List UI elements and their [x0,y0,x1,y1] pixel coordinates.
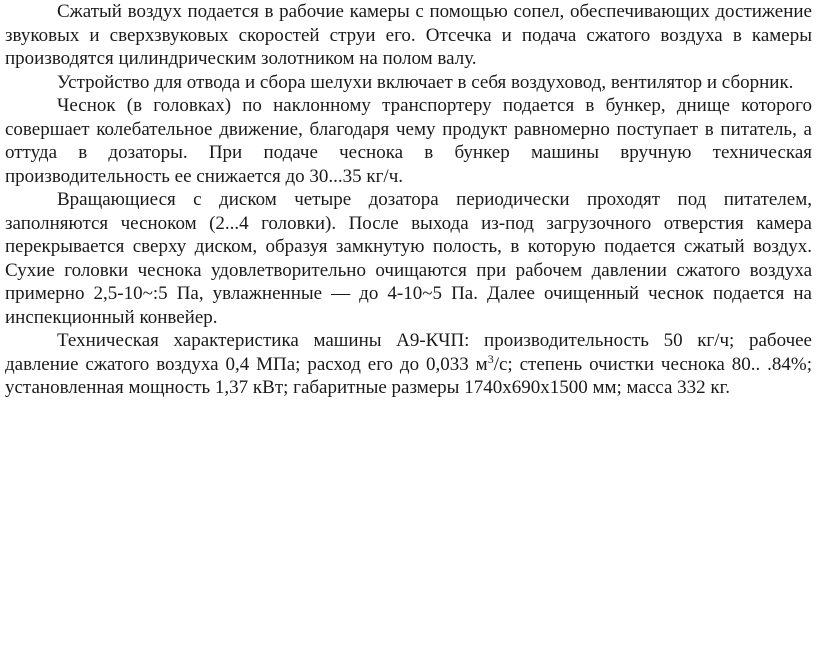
paragraph-dosers: Вращающиеся с диском четыре дозатора периодически проходят под питателем, заполняются чесноком (2...4 головки). После выхода из-под загрузочного отверстия камера перекрывается сверху диском, образуя замкнутую полость, в которую подается сжатый воздух. Сухие головки чеснока удовлетворительно очищаются при рабочем давлении сжатого воздуха примерно 2,5-10~:5 Па, увлажненные — до 4-10~5 Па. Далее очищенный чеснок подается на инспекционный конвейер. [5,189,812,328]
paragraph-technical-specs [5,329,812,400]
document-page [5,0,812,400]
specs-text-part1: Техническая характеристика машины А9-КЧП: производительность 50 кг/ч; рабочее давление сжатого воздуха 0,4 МПа; расход его до 0,033 м [5,330,812,375]
unit-superscript: 3 [487,351,494,366]
paragraph-husk-removal: Устройство для отвода и сбора шелухи включает в себя воздуховод, вентилятор и сборник. [57,71,794,93]
paragraph-garlic-feed: Чеснок (в головках) по наклонному транспортеру подается в бункер, днище которого совершает колебательное движение, благодаря чему продукт равномерно поступает в питатель, а оттуда в дозаторы. При подаче чеснока в бункер машины вручную техническая производительность ее снижается до 30...35 кг/ч. [5,95,812,187]
specs-text-part2: /с; степень очистки чеснока 80.. .84%; установленная мощность 1,37 кВт; габаритные размеры 1740х690х1500 мм; масса 332 кг. [5,353,813,398]
paragraph-air-supply: Сжатый воздух подается в рабочие камеры с помощью сопел, обеспечивающих достижение звуковых и сверхзвуковых скоростей струи его. Отсечка и подача сжатого воздуха в камеры производятся цилиндрическим золотником на полом валу. [5,1,812,69]
